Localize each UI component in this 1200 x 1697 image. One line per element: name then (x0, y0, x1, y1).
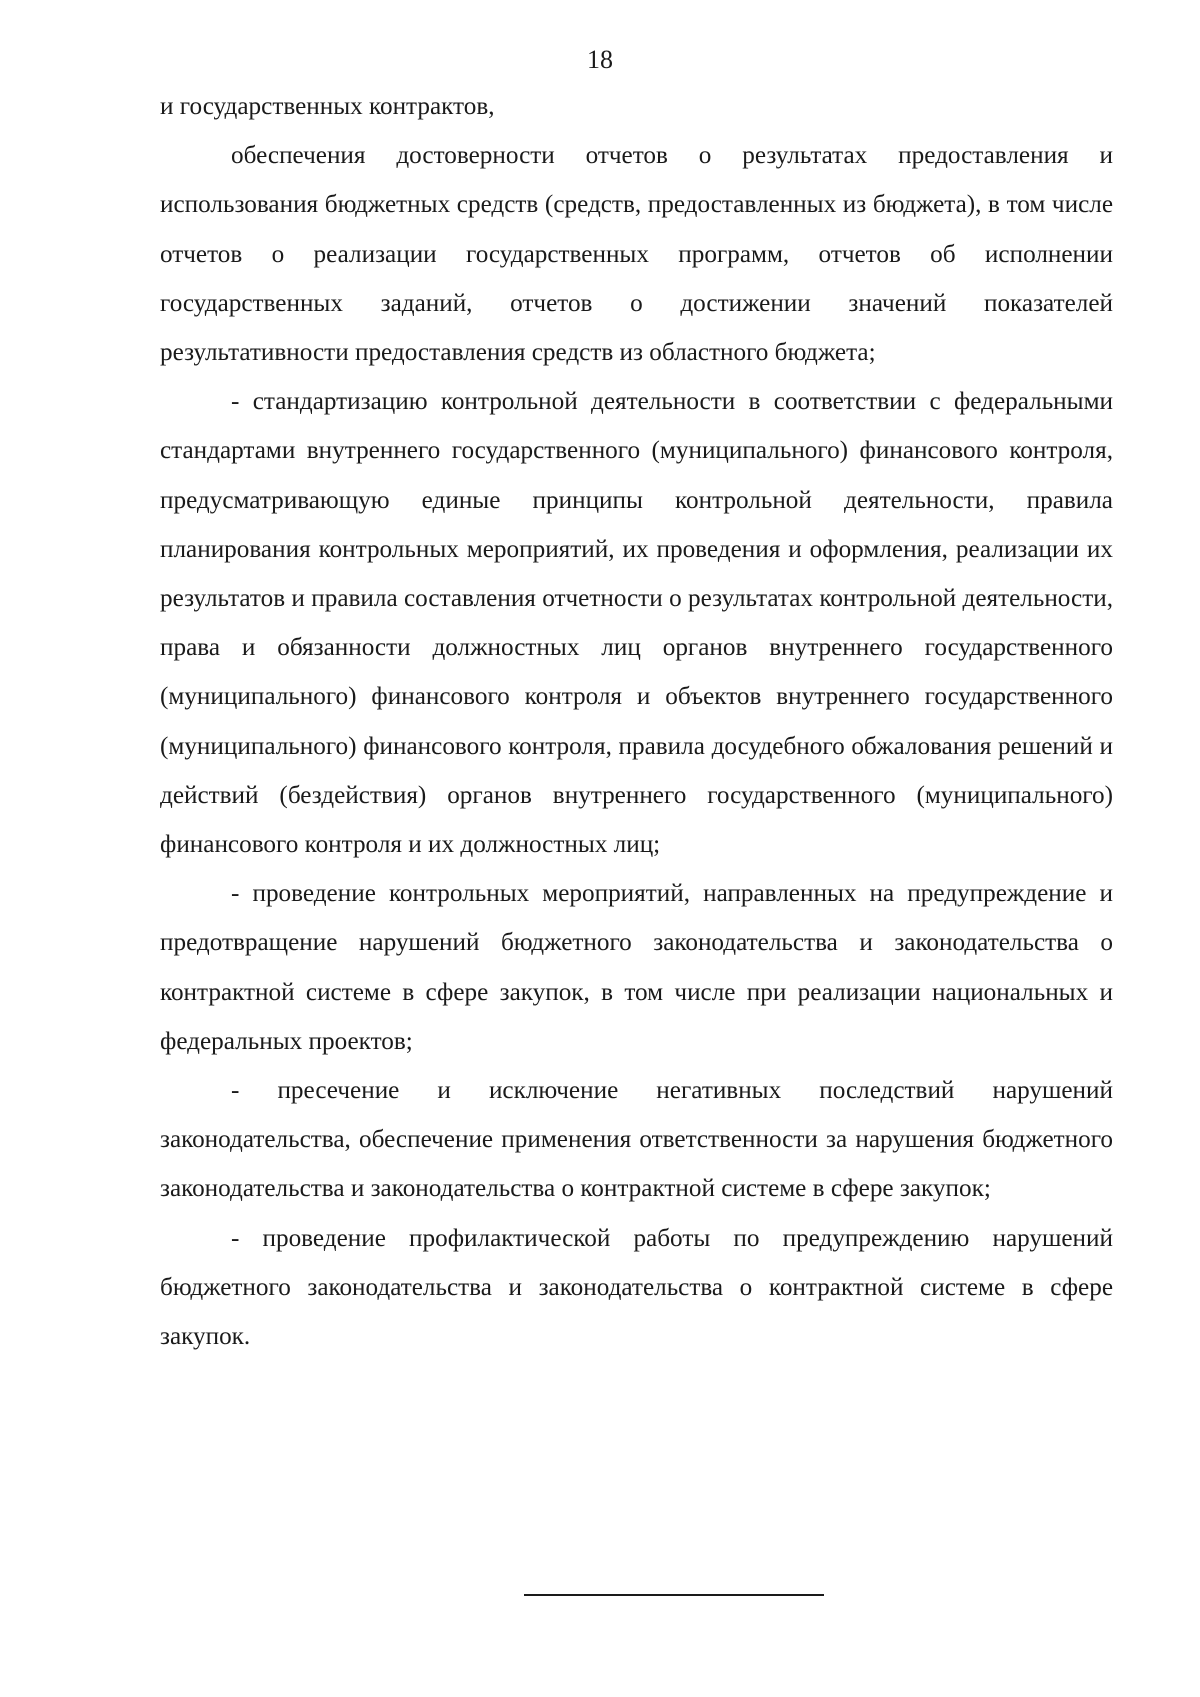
document-body (160, 82, 1113, 1361)
paragraph-continuation: и государственных контрактов, (160, 93, 495, 120)
page-number: 18 (587, 45, 613, 74)
paragraph-reporting-reliability: обеспечения достоверности отчетов о результатах предоставления и использования бюджетных средств (средств, предоставленных из бюджета), в том числе отчетов о реализации государственных программ, отчетов об исполнении государственных заданий, отчетов о достижении значений показателей результативности предоставления средств из областного бюджета; (160, 142, 1113, 367)
paragraph-prevention: - проведение профилактической работы по предупреждению нарушений бюджетного законодательства и законодательства о контрактной системе в сфере закупок. (160, 1224, 1113, 1351)
paragraph-suppression: - пресечение и исключение негативных последствий нарушений законодательства, обеспечение применения ответственности за нарушения бюджетного законодательства и законодательства о контрактной системе в сфере закупок; (160, 1077, 1113, 1203)
end-of-text-rule (524, 1594, 824, 1596)
paragraph-control-measures: - проведение контрольных мероприятий, направленных на предупреждение и предотвращение нарушений бюджетного законодательства и законодательства о контрактной системе в сфере закупок, в том числе при реализации национальных и федеральных проектов; (160, 880, 1113, 1055)
paragraph-standardization: - стандартизацию контрольной деятельности в соответствии с федеральными стандартами внутреннего государственного (муниципального) финансового контроля, предусматривающую единые принципы контрольной деятельности, правила планирования контрольных мероприятий, их проведения и оформления, реализации их результатов и правила составления отчетности о результатах контрольной деятельности, права и обязанности должностных лиц органов внутреннего государственного (муниципального) финансового контроля и объектов внутреннего государственного (муниципального) финансового контроля, правила досудебного обжалования решений и действий (бездействия) органов внутреннего государственного (муниципального) финансового контроля и их должностных лиц; (160, 388, 1113, 859)
